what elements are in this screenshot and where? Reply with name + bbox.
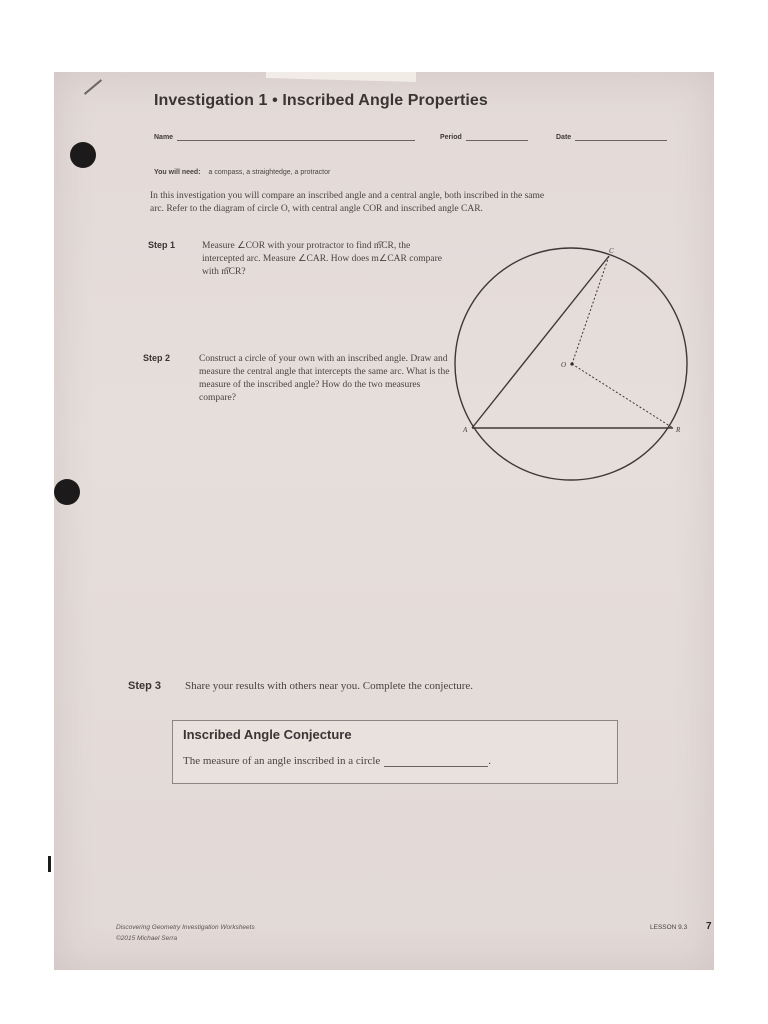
radius-or bbox=[572, 364, 673, 428]
conjecture-statement bbox=[183, 755, 491, 767]
materials-list: a compass, a straightedge, a protractor bbox=[208, 169, 331, 176]
step-2-label: Step 2 bbox=[143, 353, 171, 363]
step-2-text: Construct a circle of your own with an inscribed angle. Draw and measure the central angle that intercepts the same arc. What is the measure of the inscribed angle? How do the two measures compare? bbox=[199, 354, 450, 403]
period-label: Period bbox=[440, 134, 462, 141]
footer-credits bbox=[116, 922, 255, 944]
punch-hole bbox=[70, 142, 96, 168]
footer-copyright: ©2015 Michael Serra bbox=[116, 935, 178, 942]
conjecture-text: The measure of an angle inscribed in a circle bbox=[183, 755, 381, 767]
intro-paragraph: In this investigation you will compare an inscribed angle and a central angle, both inscribed in the same arc. Refer to the diagram of circle O, with central angle COR and inscribed angle CAR. bbox=[150, 191, 545, 214]
label-o: O bbox=[561, 361, 567, 369]
label-r: R bbox=[676, 426, 681, 434]
label-a: A bbox=[463, 426, 468, 434]
page-number: 7 bbox=[706, 921, 712, 932]
step-1-label: Step 1 bbox=[148, 240, 176, 250]
name-field[interactable] bbox=[154, 134, 415, 141]
footer-lesson: LESSON 9.3 bbox=[650, 924, 688, 931]
radius-oc bbox=[572, 256, 609, 364]
worksheet-page bbox=[54, 72, 714, 970]
conjecture-title: Inscribed Angle Conjecture bbox=[183, 727, 352, 742]
edge-mark bbox=[48, 856, 51, 872]
pencil-mark bbox=[84, 79, 102, 95]
date-label: Date bbox=[556, 134, 572, 141]
step-3-text: Share your results with others near you. Complete the conjecture. bbox=[185, 680, 474, 692]
materials-label: You will need: bbox=[154, 169, 201, 176]
center-point bbox=[570, 362, 573, 365]
period-field[interactable] bbox=[440, 134, 528, 141]
materials-line bbox=[154, 169, 330, 176]
chord-ac bbox=[472, 256, 609, 428]
punch-hole bbox=[54, 479, 80, 505]
circle-diagram bbox=[454, 242, 694, 482]
name-label: Name bbox=[154, 134, 174, 141]
name-line bbox=[177, 140, 415, 141]
footer-book: Discovering Geometry Investigation Worksheets bbox=[116, 924, 255, 931]
label-c: C bbox=[609, 247, 614, 255]
step-1-text: Measure ∠COR with your protractor to find m͡CR, the intercepted arc. Measure ∠CAR. How does m∠CAR compare with m͡CR? bbox=[202, 241, 442, 277]
date-line bbox=[575, 140, 667, 141]
paper-scrap bbox=[266, 72, 416, 82]
conjecture-blank[interactable] bbox=[384, 766, 488, 767]
conjecture-period: . bbox=[488, 755, 492, 767]
page-title: Investigation 1 • Inscribed Angle Properties bbox=[154, 92, 488, 109]
period-line bbox=[466, 140, 528, 141]
conjecture-box bbox=[172, 720, 618, 784]
step-3-label: Step 3 bbox=[128, 680, 162, 692]
date-field[interactable] bbox=[556, 134, 667, 141]
